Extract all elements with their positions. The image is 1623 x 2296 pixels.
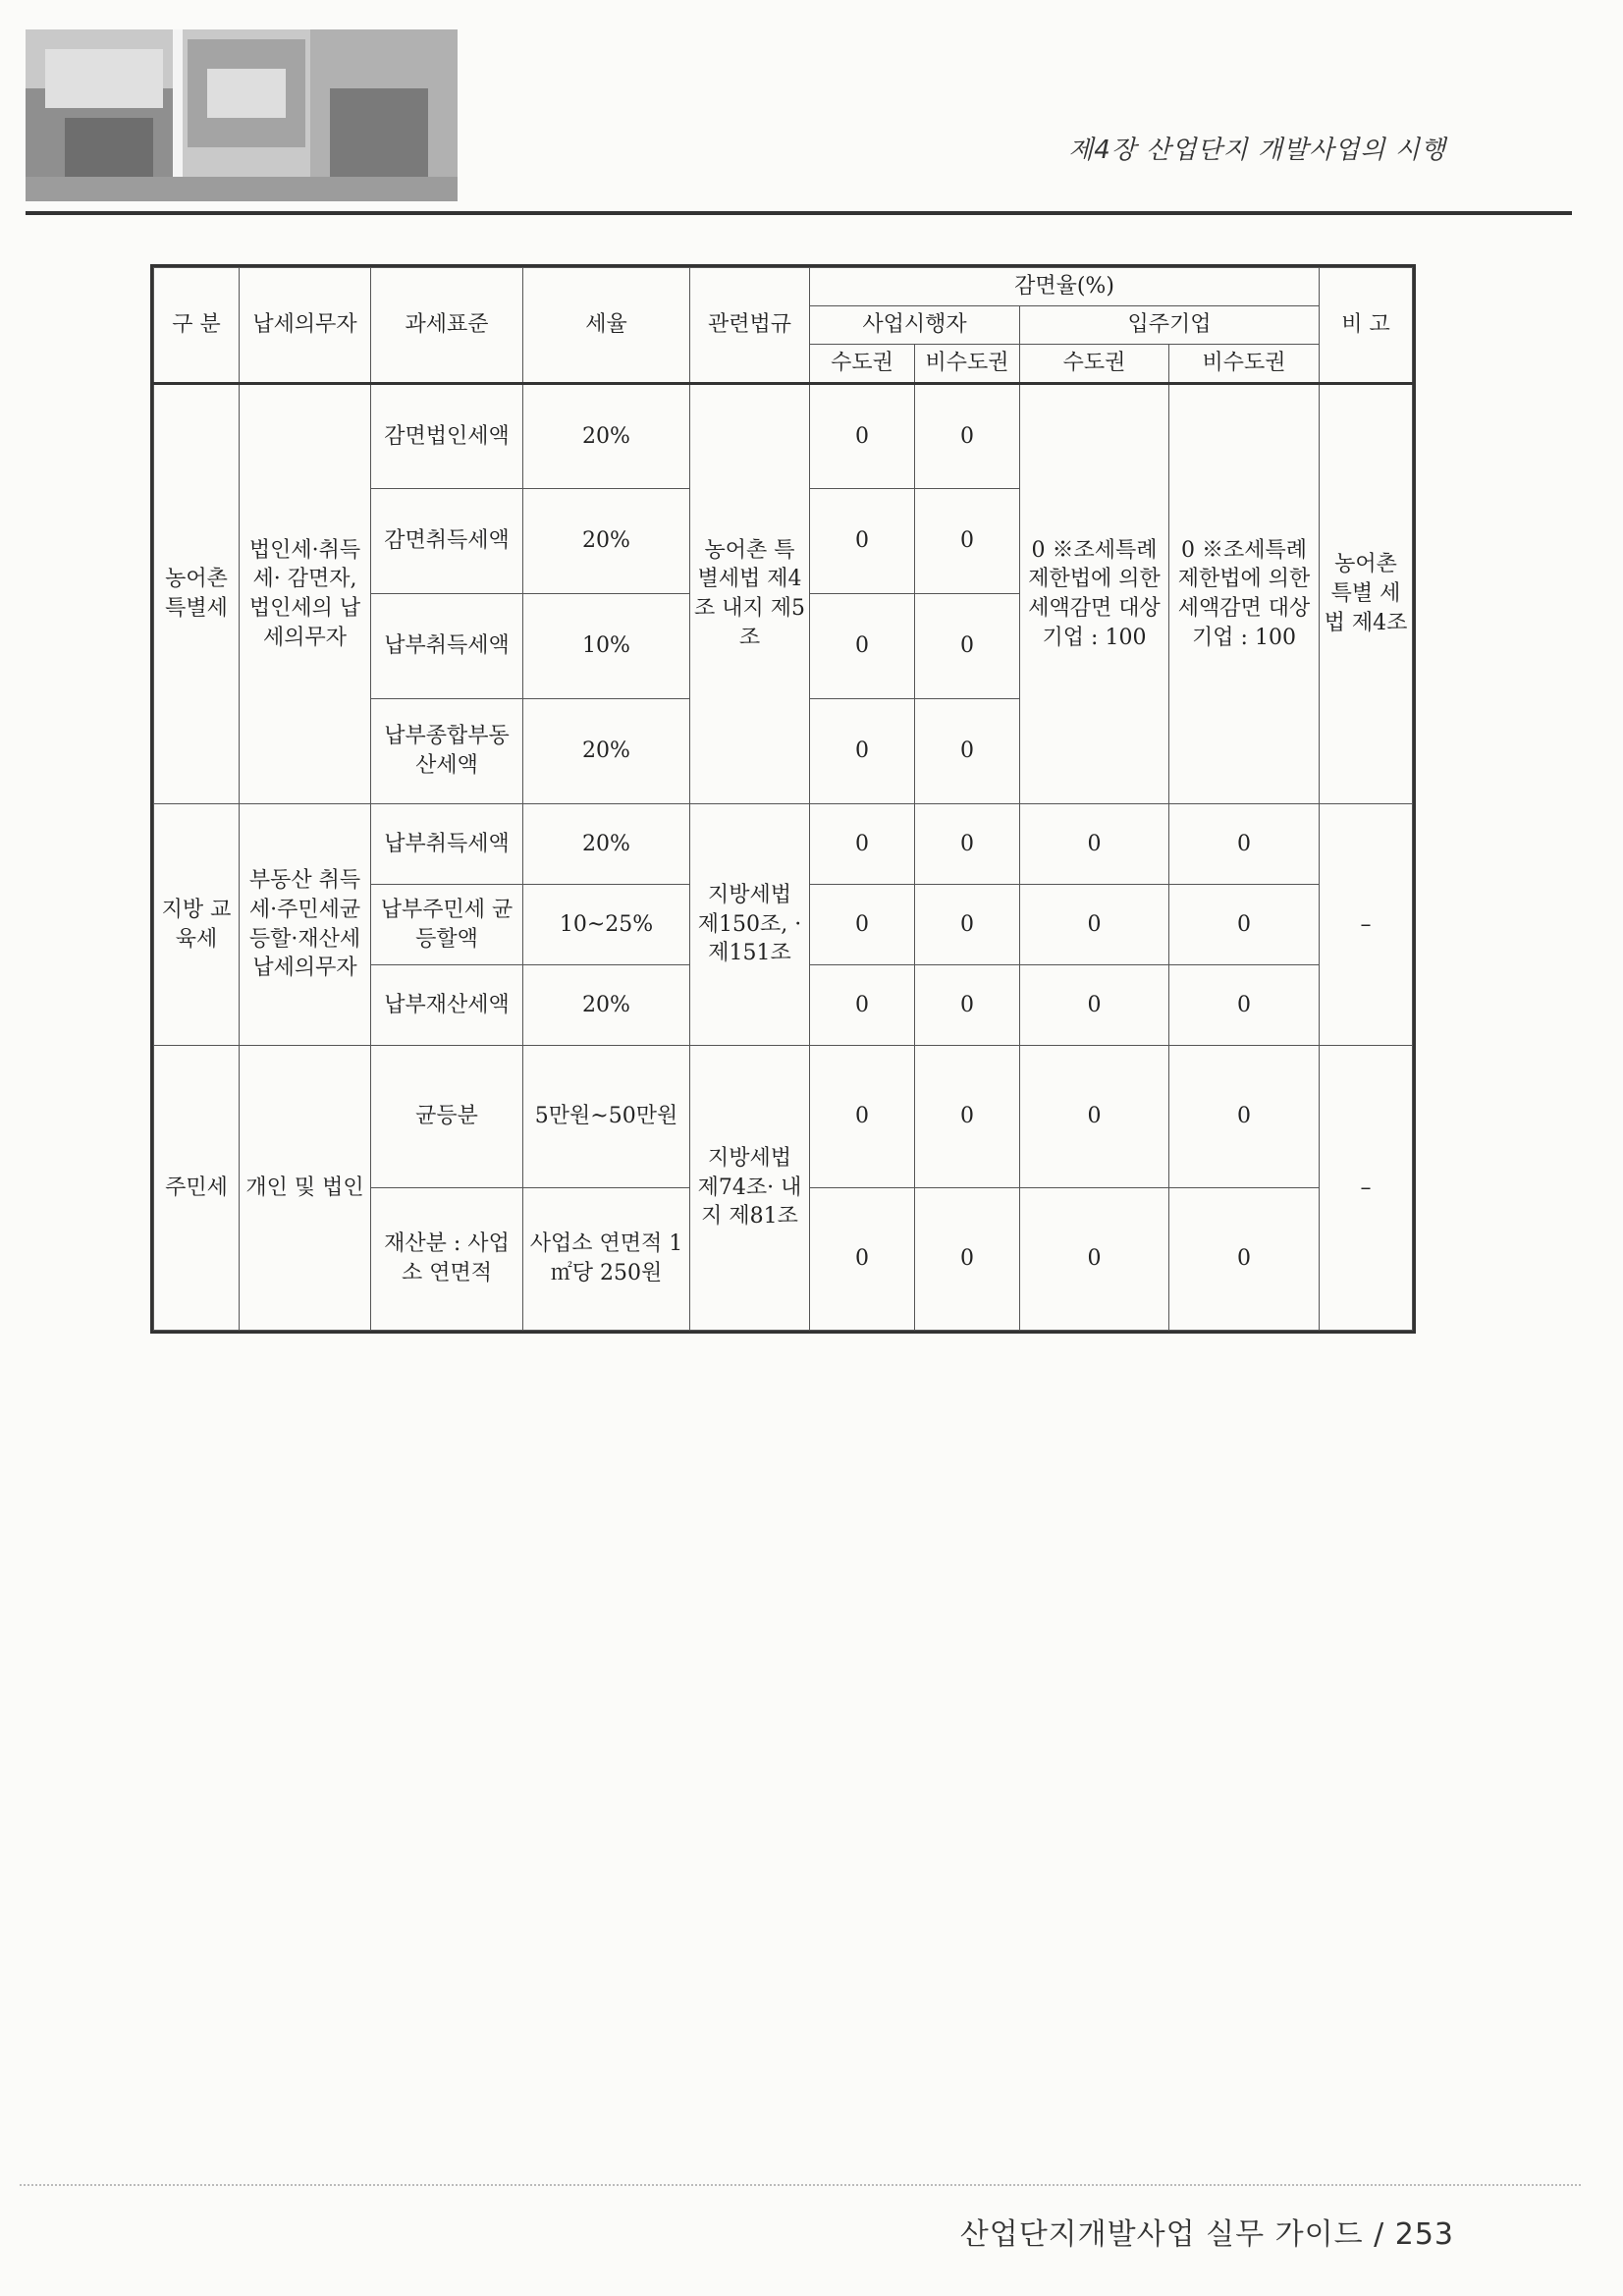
tax-base-cell: 납부재산세액 bbox=[371, 965, 523, 1046]
dev-capital-cell: 0 bbox=[810, 885, 915, 965]
header-reduction-rate: 감면율(%) bbox=[810, 268, 1320, 306]
header-photo bbox=[26, 29, 458, 201]
header-tax-rate: 세율 bbox=[523, 268, 690, 384]
tenant-capital-cell: 0 bbox=[1020, 885, 1169, 965]
tax-rate-cell: 5만원~50만원 bbox=[523, 1046, 690, 1188]
tax-base-cell: 납부주민세 균등할액 bbox=[371, 885, 523, 965]
chapter-title: 제4장 산업단지 개발사업의 시행 bbox=[1068, 136, 1446, 165]
header-developer: 사업시행자 bbox=[810, 306, 1020, 345]
tenant-noncapital-cell: 0 bbox=[1169, 804, 1320, 885]
tax-rate-cell: 20% bbox=[523, 489, 690, 594]
header-related-law: 관련법규 bbox=[690, 268, 810, 384]
header-developer-capital: 수도권 bbox=[810, 345, 915, 384]
tax-base-cell: 감면법인세액 bbox=[371, 384, 523, 489]
remarks-cell: 농어촌 특별 세법 제4조 bbox=[1320, 384, 1413, 804]
tax-reduction-table bbox=[153, 267, 1413, 1331]
table-row bbox=[154, 384, 1413, 489]
dev-capital-cell: 0 bbox=[810, 384, 915, 489]
dev-noncapital-cell: 0 bbox=[915, 965, 1020, 1046]
tax-base-cell: 감면취득세액 bbox=[371, 489, 523, 594]
tenant-noncapital-cell: 0 ※조세특례제한법에 의한 세액감면 대상 기업 : 100 bbox=[1169, 384, 1320, 804]
tax-rate-cell: 10% bbox=[523, 594, 690, 699]
header-remarks: 비 고 bbox=[1320, 268, 1413, 384]
tenant-capital-cell: 0 bbox=[1020, 1188, 1169, 1331]
footer-rule bbox=[20, 2184, 1581, 2186]
related-law-cell: 지방세법 제74조· 내지 제81조 bbox=[690, 1046, 810, 1331]
header-developer-noncapital: 비수도권 bbox=[915, 345, 1020, 384]
dev-noncapital-cell: 0 bbox=[915, 384, 1020, 489]
footer-page-label: 산업단지개발사업 실무 가이드 / 253 bbox=[959, 2217, 1454, 2252]
tax-base-cell: 균등분 bbox=[371, 1046, 523, 1188]
tax-base-cell: 납부취득세액 bbox=[371, 594, 523, 699]
tax-rate-cell: 20% bbox=[523, 965, 690, 1046]
header-tax-base: 과세표준 bbox=[371, 268, 523, 384]
dev-noncapital-cell: 0 bbox=[915, 885, 1020, 965]
header-tenant-capital: 수도권 bbox=[1020, 345, 1169, 384]
dev-noncapital-cell: 0 bbox=[915, 1188, 1020, 1331]
tax-rate-cell: 사업소 연면적 1㎡당 250원 bbox=[523, 1188, 690, 1331]
dev-capital-cell: 0 bbox=[810, 804, 915, 885]
tax-base-cell: 재산분 : 사업소 연면적 bbox=[371, 1188, 523, 1331]
tax-base-cell: 납부종합부동산세액 bbox=[371, 699, 523, 804]
dev-noncapital-cell: 0 bbox=[915, 594, 1020, 699]
category-cell: 주민세 bbox=[154, 1046, 240, 1331]
remarks-cell: – bbox=[1320, 804, 1413, 1046]
tenant-capital-cell: 0 ※조세특례제한법에 의한 세액감면 대상 기업 : 100 bbox=[1020, 384, 1169, 804]
header-rule bbox=[26, 211, 1572, 215]
dev-capital-cell: 0 bbox=[810, 1188, 915, 1331]
table-row bbox=[154, 1046, 1413, 1188]
header-tenant: 입주기업 bbox=[1020, 306, 1320, 345]
tenant-capital-cell: 0 bbox=[1020, 965, 1169, 1046]
header-tenant-noncapital: 비수도권 bbox=[1169, 345, 1320, 384]
dev-capital-cell: 0 bbox=[810, 699, 915, 804]
dev-noncapital-cell: 0 bbox=[915, 699, 1020, 804]
related-law-cell: 지방세법 제150조, ·제151조 bbox=[690, 804, 810, 1046]
taxpayer-cell: 부동산 취득세·주민세균등할·재산세 납세의무자 bbox=[240, 804, 371, 1046]
tax-rate-cell: 20% bbox=[523, 384, 690, 489]
tenant-capital-cell: 0 bbox=[1020, 1046, 1169, 1188]
dev-capital-cell: 0 bbox=[810, 489, 915, 594]
header-taxpayer: 납세의무자 bbox=[240, 268, 371, 384]
taxpayer-cell: 법인세·취득세· 감면자, 법인세의 납세의무자 bbox=[240, 384, 371, 804]
tenant-capital-cell: 0 bbox=[1020, 804, 1169, 885]
tenant-noncapital-cell: 0 bbox=[1169, 1188, 1320, 1331]
dev-noncapital-cell: 0 bbox=[915, 1046, 1020, 1188]
tax-base-cell: 납부취득세액 bbox=[371, 804, 523, 885]
tenant-noncapital-cell: 0 bbox=[1169, 885, 1320, 965]
tenant-noncapital-cell: 0 bbox=[1169, 965, 1320, 1046]
tenant-noncapital-cell: 0 bbox=[1169, 1046, 1320, 1188]
related-law-cell: 농어촌 특별세법 제4조 내지 제5조 bbox=[690, 384, 810, 804]
remarks-cell: – bbox=[1320, 1046, 1413, 1331]
dev-capital-cell: 0 bbox=[810, 594, 915, 699]
tax-rate-cell: 10~25% bbox=[523, 885, 690, 965]
header-category: 구 분 bbox=[154, 268, 240, 384]
table-row bbox=[154, 804, 1413, 885]
category-cell: 지방 교육세 bbox=[154, 804, 240, 1046]
category-cell: 농어촌 특별세 bbox=[154, 384, 240, 804]
taxpayer-cell: 개인 및 법인 bbox=[240, 1046, 371, 1331]
dev-noncapital-cell: 0 bbox=[915, 489, 1020, 594]
dev-capital-cell: 0 bbox=[810, 965, 915, 1046]
tax-rate-cell: 20% bbox=[523, 804, 690, 885]
dev-capital-cell: 0 bbox=[810, 1046, 915, 1188]
dev-noncapital-cell: 0 bbox=[915, 804, 1020, 885]
tax-rate-cell: 20% bbox=[523, 699, 690, 804]
